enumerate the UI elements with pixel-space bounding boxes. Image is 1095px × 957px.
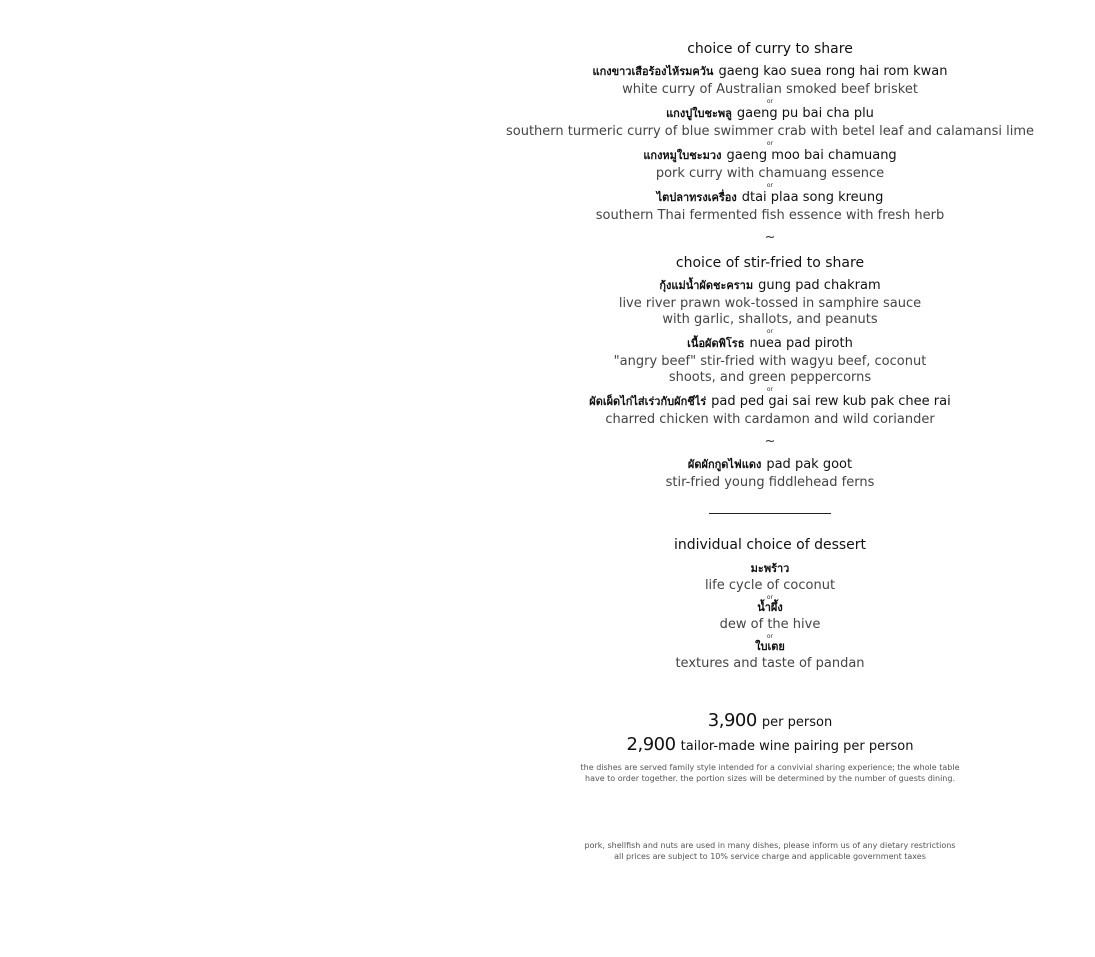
dish-english-name: gaeng pu bai cha plu [736, 106, 874, 121]
dish-thai-name: ผัดผักกูดไฟแดง [687, 458, 762, 471]
section-rule [709, 513, 831, 514]
service-charge-notice: all prices are subject to 10% service charge and applicable government taxes [614, 852, 926, 861]
dessert-thai-name: น้ำผึ้ง [757, 601, 783, 614]
dish-thai-name: ผัดเผ็ดไก่ไส่เร่วกับผักชีไร่ [589, 395, 707, 408]
price-amount: 3,900 [707, 710, 757, 731]
dish-english-name: nuea pad piroth [749, 336, 853, 351]
section-title-dessert: individual choice of dessert [673, 537, 867, 553]
footer [470, 840, 1070, 862]
section-title-stir-fried: choice of stir-fried to share [675, 255, 865, 271]
dish-description: with garlic, shallots, and peanuts [662, 312, 878, 327]
dish-description: "angry beef" stir-fried with wagyu beef, coconut [613, 354, 927, 369]
dessert-thai-name: มะพร้าว [750, 562, 790, 575]
dish-name [470, 63, 1070, 80]
menu-page [470, 0, 1070, 862]
dish-name [470, 105, 1070, 122]
wine-pairing-amount: 2,900 [626, 734, 676, 755]
pricing-section [470, 710, 1070, 784]
dish-description: white curry of Australian smoked beef brisket [622, 82, 918, 97]
dish-thai-name: เนื้อผัดพิโรธ [687, 337, 745, 350]
wine-pairing-label: tailor-made wine pairing per person [680, 739, 914, 754]
or-separator: or [766, 182, 774, 189]
dish-description: charred chicken with cardamon and wild coriander [605, 412, 935, 427]
course-divider: ~ [764, 230, 776, 245]
dish-description: shoots, and green peppercorns [668, 370, 872, 385]
vegetable-section [470, 456, 1070, 491]
dish-description: southern Thai fermented fish essence with fresh herb [595, 208, 945, 223]
or-separator: or [766, 140, 774, 147]
dish-name [470, 335, 1070, 352]
dish-thai-name: แกงขาวเสือร้องไห้รมควัน [592, 65, 714, 78]
dish-english-name: gaeng kao suea rong hai rom kwan [718, 64, 948, 79]
dish-name [470, 277, 1070, 294]
dish-english-name: gaeng moo bai chamuang [726, 148, 897, 163]
dish-english-name: dtai plaa song kreung [741, 190, 884, 205]
dessert-description: textures and taste of pandan [675, 656, 865, 671]
stir-fried-section [470, 254, 1070, 428]
dish-english-name: pad ped gai sai rew kub pak chee rai [711, 394, 951, 409]
dish-description: stir-fried young fiddlehead ferns [665, 475, 875, 490]
dish-description: live river prawn wok-tossed in samphire sauce [618, 296, 922, 311]
dish-english-name: gung pad chakram [758, 278, 881, 293]
dish-description: southern turmeric curry of blue swimmer crab with betel leaf and calamansi lime [505, 124, 1034, 139]
dietary-notice: pork, shellfish and nuts are used in many dishes, please inform us of any dietary restrictions [584, 841, 956, 850]
or-separator: or [766, 633, 774, 640]
dish-name [470, 147, 1070, 164]
dish-english-name: pad pak goot [766, 457, 853, 472]
dish-name [470, 189, 1070, 206]
price-label: per person [761, 715, 833, 730]
dessert-description: dew of the hive [719, 617, 821, 632]
dish-thai-name: แกงปูใบชะพลู [666, 107, 732, 120]
section-title-curry: choice of curry to share [687, 41, 853, 57]
dish-thai-name: ไตปลาทรงเครื่อง [656, 191, 737, 204]
course-divider: ~ [764, 434, 776, 449]
dessert-description: life cycle of coconut [704, 578, 836, 593]
dish-thai-name: กุ้งแม่น้ำผัดชะคราม [659, 279, 754, 292]
price-line [470, 710, 1070, 734]
or-separator: or [766, 328, 774, 335]
sharing-note: the dishes are served family style intended for a convivial sharing experience; the whole table [580, 763, 960, 772]
wine-pairing-line [470, 734, 1070, 758]
or-separator: or [766, 594, 774, 601]
dish-thai-name: แกงหมูใบชะมวง [643, 149, 722, 162]
curry-section [470, 40, 1070, 224]
sharing-note: have to order together. the portion sizes will be determined by the number of guests dining. [585, 774, 955, 783]
dish-name [470, 456, 1070, 473]
or-separator: or [766, 386, 774, 393]
dish-description: pork curry with chamuang essence [655, 166, 885, 181]
or-separator: or [766, 98, 774, 105]
dessert-section [470, 536, 1070, 672]
dessert-thai-name: ใบเตย [755, 640, 785, 653]
dish-name [470, 393, 1070, 410]
